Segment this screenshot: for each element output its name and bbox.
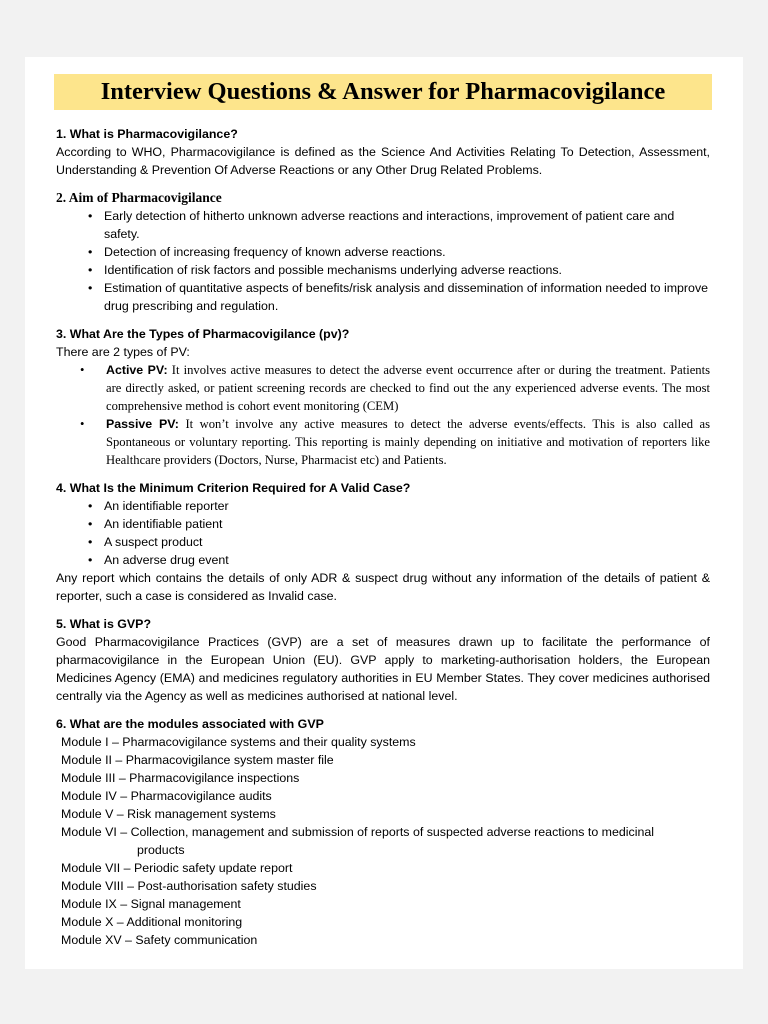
section-1-body: According to WHO, Pharmacovigilance is defined as the Science And Activities Relating To Detection, Assessment, Understanding & Prevention Of Adverse Reactions or any Other Drug Related Problems. [56,145,710,177]
section-6-heading: 6. What are the modules associated with GVP [56,717,324,731]
module-item: Module IV – Pharmacovigilance audits [61,789,272,803]
section-5 [56,615,710,705]
passive-pv-text: It won’t involve any active measures to detect the adverse events/effects. This is also called as Spontaneous or voluntary reporting. This reporting is mainly depending on initiative and motivation of reporters like Healthcare providers (Doctors, Nurse, Pharmacist etc) and Patients. [106,417,711,467]
module-item: Module III – Pharmacovigilance inspections [61,771,300,785]
document-page [25,57,743,969]
active-pv-text: It involves active measures to detect the adverse event occurrence after or during the treatment. Patients are directly asked, or patient screening records are checked to find out the any experienced adverse events. The most comprehensive method is cohort event monitoring (CEM) [106,363,710,413]
module-item: Module V – Risk management systems [61,807,276,821]
title-banner [54,74,712,110]
module-item-continuation: products [137,843,185,857]
list-item-passive-pv [56,415,710,469]
list-item: • Identification of risk factors and possible mechanisms underlying adverse reactions. [56,261,710,279]
module-item: Module X – Additional monitoring [61,915,243,929]
passive-pv-label: Passive PV: [106,417,179,431]
list-item: • Estimation of quantitative aspects of benefits/risk analysis and dissemination of information needed to improve drug prescribing and regulation. [56,279,710,315]
list-item: • A suspect product [56,533,710,551]
section-5-heading: 5. What is GVP? [56,617,152,631]
section-2-heading: 2. Aim of Pharmacovigilance [56,190,222,205]
section-3-heading: 3. What Are the Types of Pharmacovigilance (pv)? [56,327,350,341]
section-5-body: Good Pharmacovigilance Practices (GVP) are a set of measures drawn up to facilitate the performance of pharmacovigilance in the European Union (EU). GVP apply to marketing-authorisation holders, the European Medicines Agency (EMA) and medicines regulatory authorities in EU Member States. They cover medicines authorised centrally via the Agency as well as medicines authorised at national level. [56,635,710,703]
active-pv-label: Active PV: [106,363,168,377]
section-3-intro: There are 2 types of PV: [56,345,190,359]
list-item: • Detection of increasing frequency of known adverse reactions. [56,243,710,261]
list-item: • Early detection of hitherto unknown adverse reactions and interactions, improvement of patient care and safety. [56,207,710,243]
list-item-active-pv [56,361,710,415]
page-title: Interview Questions & Answer for Pharmacovigilance [100,78,666,105]
module-item: Module IX – Signal management [61,897,241,911]
section-6 [56,715,710,949]
section-4-heading: 4. What Is the Minimum Criterion Required for A Valid Case? [56,481,411,495]
module-item: Module VIII – Post-authorisation safety studies [61,879,317,893]
section-1-heading: 1. What is Pharmacovigilance? [56,127,238,141]
section-4 [56,479,710,605]
pv-types-list [56,361,710,469]
document-content [56,125,710,949]
module-item: Module II – Pharmacovigilance system master file [61,753,334,767]
criterion-list [56,497,710,569]
module-item: Module I – Pharmacovigilance systems and their quality systems [61,735,416,749]
section-2 [56,189,710,315]
list-item: • An identifiable patient [56,515,710,533]
section-3 [56,325,710,469]
aim-list [56,207,710,315]
section-4-body: Any report which contains the details of only ADR & suspect drug without any information of the details of patient & reporter, such a case is considered as Invalid case. [56,571,710,603]
module-item: Module VII – Periodic safety update report [61,861,293,875]
list-item: • An adverse drug event [56,551,710,569]
list-item: • An identifiable reporter [56,497,710,515]
module-item: Module VI – Collection, management and submission of reports of suspected adverse reactions to medicinal [61,825,655,839]
module-item: Module XV – Safety communication [61,933,258,947]
section-1 [56,125,710,179]
